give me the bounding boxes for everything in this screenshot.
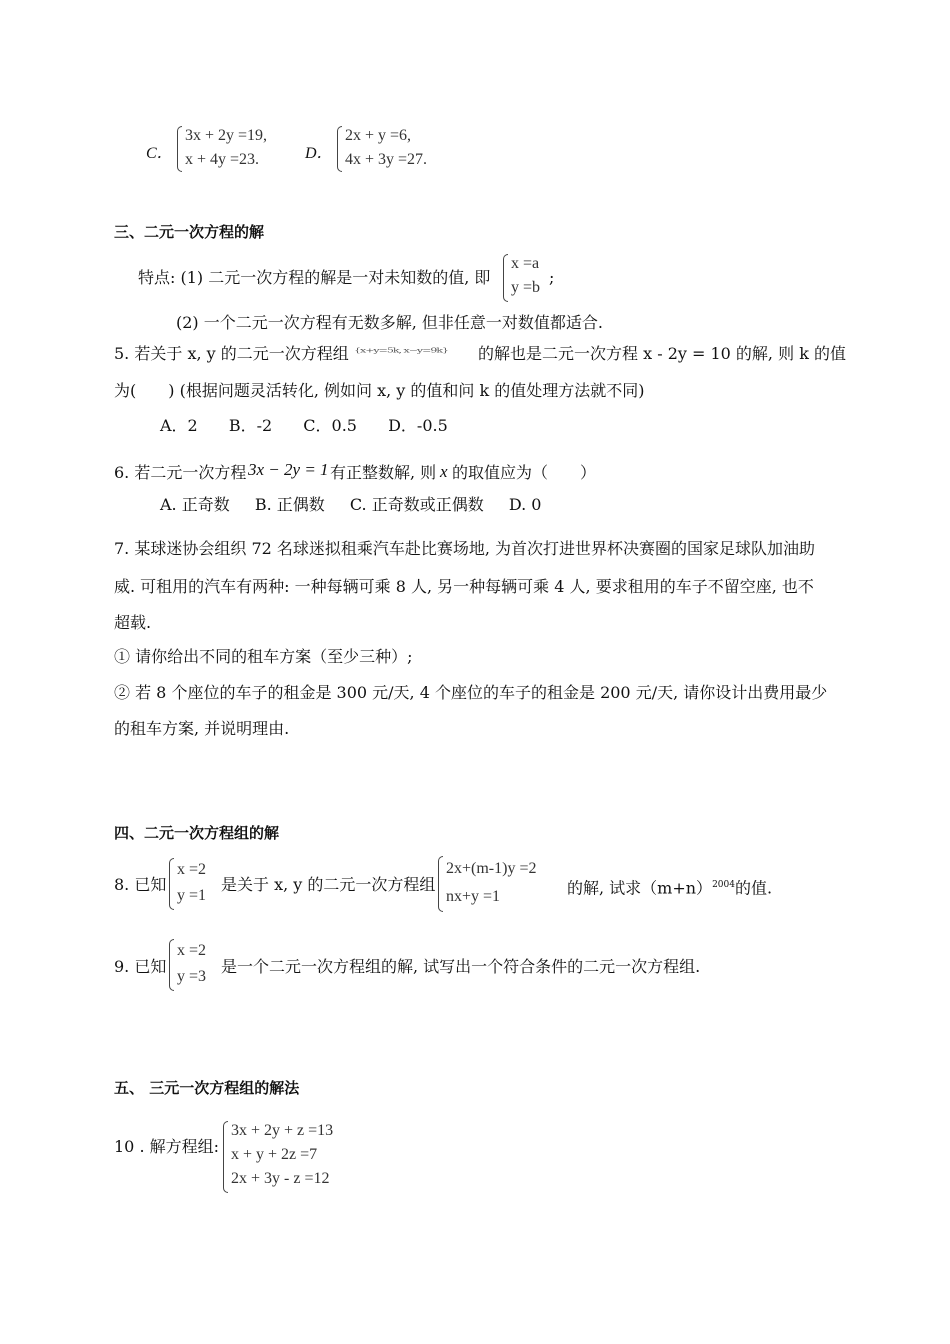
q6-line1-a: 6. 若二元一次方程 — [114, 463, 247, 482]
option-c-brace — [177, 126, 182, 172]
q9-prefix: 9. 已知 — [114, 957, 167, 976]
q8-solution-system — [177, 857, 206, 909]
q7-line1: 7. 某球迷协会组织 72 名球迷拟租乘汽车赴比赛场地, 为首次打进世界杯决赛圈的国家足球队加油助 — [114, 539, 816, 558]
option-d-eq1: 2x + y =6, — [345, 127, 412, 144]
q9-sol-eq1: x =2 — [177, 942, 207, 959]
q6-options — [160, 495, 567, 515]
q8-sys-eq2: nx+y =1 — [446, 888, 501, 905]
q5-inline-system: {x+y=5k, x−y=9k} — [354, 346, 449, 355]
q9-system — [177, 938, 206, 990]
q10-brace — [223, 1121, 228, 1193]
q10-system — [231, 1119, 333, 1191]
section4-heading: 四、二元一次方程组的解 — [114, 824, 280, 842]
q6-line1-c: 的取值应为（ ） — [452, 463, 597, 482]
q8-mid: 是关于 x, y 的二元一次方程组 — [221, 875, 436, 894]
q9-brace — [169, 939, 174, 991]
q8-system-brace — [438, 856, 443, 912]
q8-suffix-text: 的解, 试求（m+n） — [567, 878, 713, 898]
q5-line1-a: 5. 若关于 x, y 的二元一次方程组 — [114, 344, 349, 363]
option-d-label: D． — [305, 145, 333, 162]
q10-eq1: 3x + 2y + z =13 — [231, 1122, 334, 1139]
feature1-end: ; — [549, 268, 555, 287]
q8-sys-eq1: 2x+(m-1)y =2 — [446, 860, 537, 877]
q6-line1-b: 有正整数解, 则 — [330, 463, 437, 482]
q8-end: 的值. — [734, 878, 773, 898]
q6-option-c: C. 正奇数或正偶数 — [349, 495, 484, 514]
q10-eq2: x + y + 2z =7 — [231, 1146, 318, 1163]
option-c-label: C． — [146, 145, 173, 162]
q7-sub1: ① 请你给出不同的租车方案（至少三种）; — [114, 647, 413, 666]
q8-sol-eq1: x =2 — [177, 861, 207, 878]
q5-line1-b: 的解也是二元一次方程 x - 2y = 10 的解, 则 k 的值 — [478, 344, 846, 363]
q7-line2: 威. 可租用的汽车有两种: 一种每辆可乘 8 人, 另一种每辆可乘 4 人, 要求租用的车子不留空座, 也不 — [114, 577, 814, 596]
q9-sol-eq2: y =3 — [177, 968, 207, 985]
option-c-eq2: x + 4y =23. — [185, 151, 260, 168]
feature1-system — [511, 252, 540, 300]
q7-line3: 超载. — [114, 613, 152, 632]
feature1-eq2: y =b — [511, 279, 541, 296]
q8-prefix: 8. 已知 — [114, 875, 167, 894]
q6-option-b: B. 正偶数 — [254, 495, 325, 514]
option-d-eq2: 4x + 3y =27. — [345, 151, 428, 168]
q7-sub2b: 的租车方案, 并说明理由. — [114, 719, 290, 738]
feature1-eq1: x =a — [511, 255, 540, 272]
q6-option-a: A. 正奇数 — [160, 495, 230, 514]
q10-eq3: 2x + 3y - z =12 — [231, 1170, 330, 1187]
q8-suffix — [567, 875, 772, 898]
q5-option-b: B．-2 — [228, 416, 273, 435]
q10-prefix: 10 . 解方程组: — [114, 1137, 220, 1156]
q6-equation: 3x − 2y = 1 — [248, 460, 329, 479]
option-c-eq1: 3x + 2y =19, — [185, 127, 268, 144]
section5-heading: 五、 三元一次方程组的解法 — [114, 1079, 300, 1097]
feature1-brace — [503, 254, 508, 302]
section3-feature2: (2) 一个二元一次方程有无数多解, 但非任意一对数值都适合. — [176, 313, 604, 332]
q8-solution-brace — [169, 858, 174, 910]
q6-option-d: D. 0 — [508, 495, 542, 514]
q6-var: x — [440, 462, 448, 481]
q5-option-d: D．-0.5 — [388, 416, 448, 435]
section3-feature1: 特点: (1) 二元一次方程的解是一对未知数的值, 即 — [138, 268, 491, 287]
q7-sub2: ② 若 8 个座位的车子的租金是 300 元/天, 4 个座位的车子的租金是 200 元/天, 请你设计出费用最少 — [114, 683, 828, 702]
q8-system — [446, 855, 536, 911]
q9-text: 是一个二元一次方程组的解, 试写出一个符合条件的二元一次方程组. — [221, 957, 701, 976]
q8-sol-eq2: y =1 — [177, 887, 207, 904]
q5-options — [160, 416, 474, 436]
section3-heading: 三、二元一次方程的解 — [114, 223, 265, 241]
option-c-system — [185, 124, 267, 172]
option-d-system — [345, 124, 427, 172]
q5-line2: 为( ) (根据问题灵活转化, 例如问 x, y 的值和问 k 的值处理方法就不同) — [114, 381, 645, 400]
q8-power: 2004 — [712, 880, 735, 890]
q5-option-c: C．0.5 — [303, 416, 357, 435]
option-d-brace — [337, 126, 342, 172]
q5-option-a: A．2 — [160, 416, 198, 435]
